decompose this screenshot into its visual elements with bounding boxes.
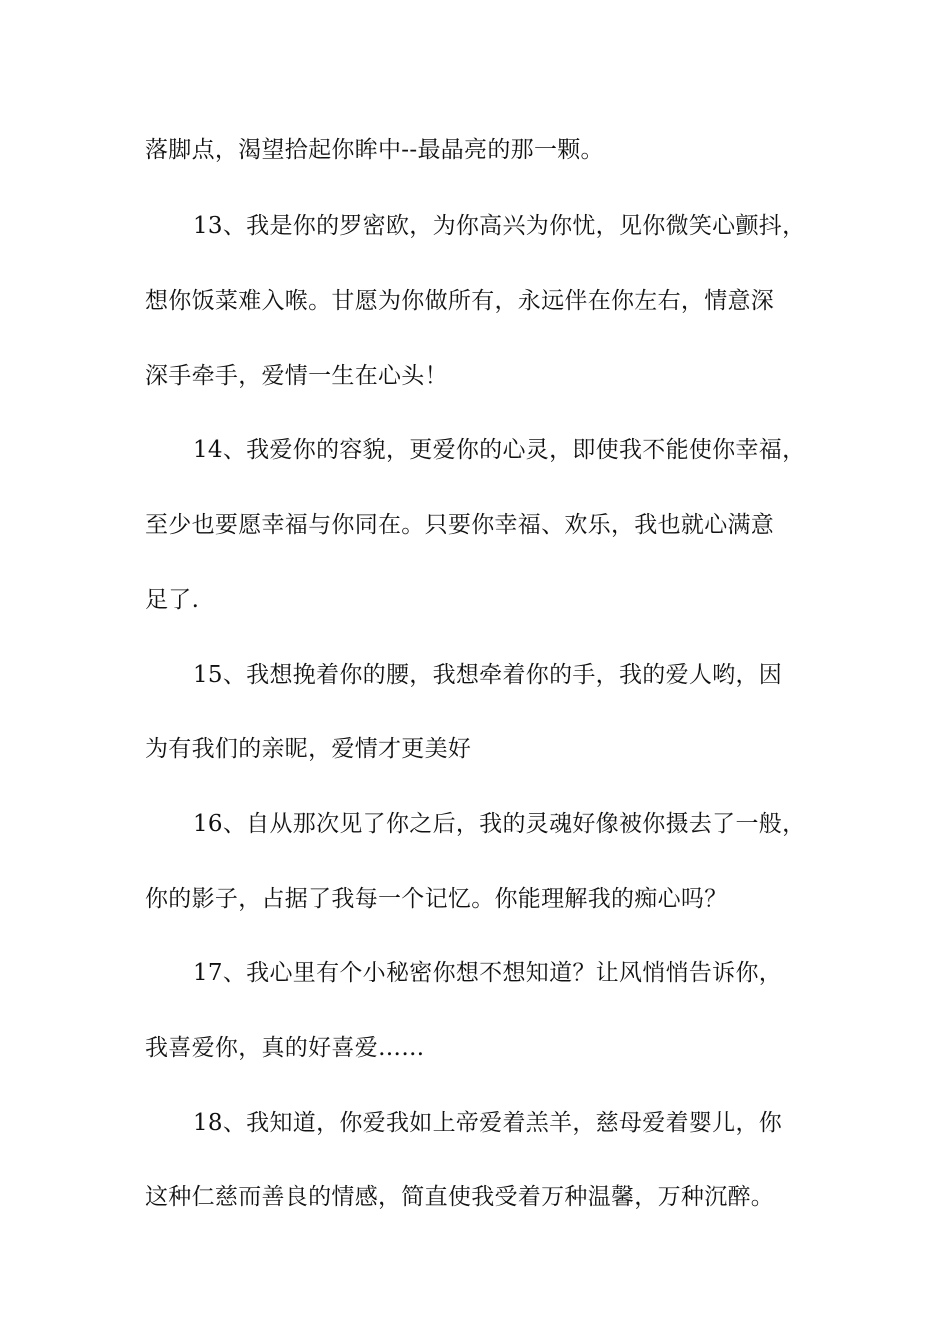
paragraph-13-line: 13、我是你的罗密欧，为你高兴为你忧，见你微笑心颤抖， — [193, 213, 806, 239]
paragraph-17-line: 17、我心里有个小秘密你想不想知道？让风悄悄告诉你， — [193, 960, 783, 986]
text-line: 至少也要愿幸福与你同在。只要你幸福、欢乐，我也就心满意 — [145, 512, 775, 538]
paragraph-14-line: 14、我爱你的容貌，更爱你的心灵，即使我不能使你幸福， — [193, 437, 806, 463]
paragraph-15-line: 15、我想挽着你的腰，我想牵着你的手，我的爱人哟，因 — [193, 662, 783, 688]
text-line: 足了. — [145, 587, 200, 613]
text-line: 想你饭菜难入喉。甘愿为你做所有，永远伴在你左右，情意深 — [145, 288, 775, 314]
text-line: 我喜爱你，真的好喜爱…… — [145, 1035, 425, 1061]
paragraph-18-line: 18、我知道，你爱我如上帝爱着羔羊，慈母爱着婴儿，你 — [193, 1110, 783, 1136]
text-line: 落脚点，渴望拾起你眸中--最晶亮的那一颗。 — [145, 137, 604, 163]
paragraph-16-line: 16、自从那次见了你之后，我的灵魂好像被你摄去了一般， — [193, 811, 806, 837]
text-line: 这种仁慈而善良的情感，简直使我受着万种温馨，万种沉醉。 — [145, 1184, 775, 1210]
text-line: 深手牵手，爱情一生在心头！ — [145, 363, 448, 389]
text-line: 你的影子，占据了我每一个记忆。你能理解我的痴心吗？ — [145, 886, 728, 912]
text-line: 为有我们的亲昵，爱情才更美好 — [145, 736, 472, 762]
